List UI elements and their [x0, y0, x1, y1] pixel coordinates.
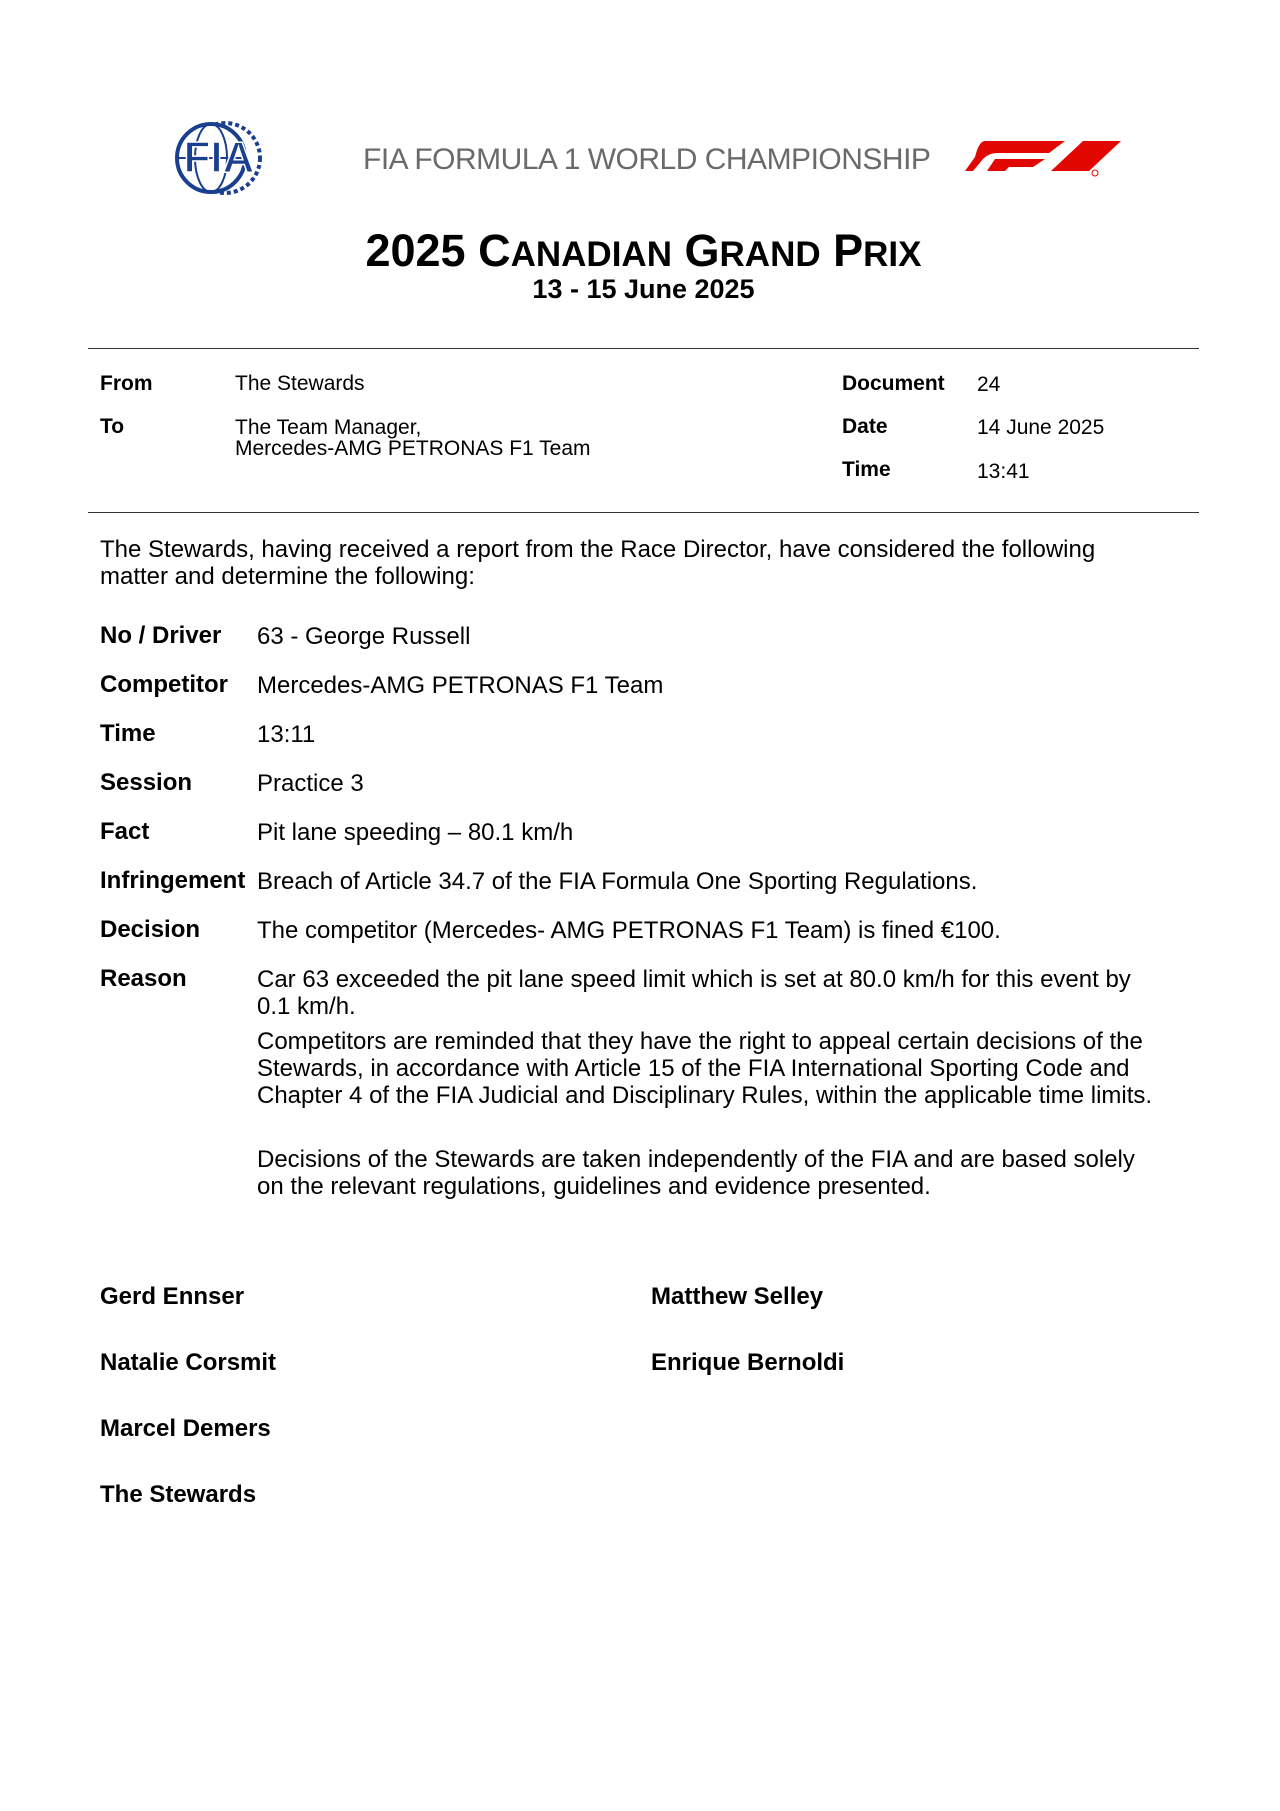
field-value-infringement: Breach of Article 34.7 of the FIA Formula One Sporting Regulations. — [257, 868, 978, 895]
field-value-decision: The competitor (Mercedes- AMG PETRONAS F1 Team) is fined €100. — [257, 917, 1001, 944]
field-value-reason: Car 63 exceeded the pit lane speed limit which is set at 80.0 km/h for this event by 0.1 km/h. — [257, 966, 1131, 1020]
fia-logo — [163, 120, 273, 196]
field-value-competitor: Mercedes-AMG PETRONAS F1 Team — [257, 672, 664, 699]
event-title: 2025 CANADIAN GRAND PRIX — [365, 225, 922, 276]
divider-top — [88, 348, 1199, 349]
intro-paragraph: The Stewards, having received a report from the Race Director, have considered the following matter and determine the following: — [100, 536, 1096, 590]
championship-title: FIA FORMULA 1 WORLD CHAMPIONSHIP — [363, 143, 931, 176]
field-label-competitor: Competitor — [100, 671, 228, 698]
to-value: The Team Manager, Mercedes-AMG PETRONAS F1 Team — [235, 416, 591, 460]
time-value: 13:41 — [977, 460, 1030, 483]
divider-bottom — [88, 512, 1199, 513]
appeal-notice: Competitors are reminded that they have the right to appeal certain decisions of the Stewards, in accordance with Article 15 of the FIA International Sporting Code and Chapter 4 of the FIA Judicial and Disciplinary Rules, within the applicable time limits. — [257, 1028, 1153, 1109]
field-label-session: Session — [100, 769, 193, 796]
field-label-driver: No / Driver — [100, 622, 222, 649]
document-label: Document — [842, 372, 945, 395]
field-label-reason: Reason — [100, 965, 187, 992]
signatory-name: Natalie Corsmit — [100, 1349, 277, 1376]
field-label-infringement: Infringement — [100, 867, 246, 894]
field-value-session: Practice 3 — [257, 770, 364, 797]
event-dates: 13 - 15 June 2025 — [532, 274, 755, 304]
field-label-decision: Decision — [100, 916, 201, 943]
signatory-name: Gerd Ennser — [100, 1283, 245, 1310]
from-label: From — [100, 372, 153, 395]
field-label-time: Time — [100, 720, 156, 747]
field-value-time: 13:11 — [257, 721, 316, 748]
document-value: 24 — [977, 373, 1001, 396]
to-label: To — [100, 415, 125, 438]
svg-text:FIA: FIA — [183, 133, 255, 182]
signatory-stewards: The Stewards — [100, 1481, 257, 1508]
field-label-fact: Fact — [100, 818, 150, 845]
signatory-name: Enrique Bernoldi — [651, 1349, 845, 1376]
independence-notice: Decisions of the Stewards are taken independently of the FIA and are based solely on the relevant regulations, guidelines and evidence presented. — [257, 1146, 1135, 1200]
date-label: Date — [842, 415, 888, 438]
time-label: Time — [842, 458, 891, 481]
signatory-name: Marcel Demers — [100, 1415, 271, 1442]
signatory-name: Matthew Selley — [651, 1283, 824, 1310]
date-value: 14 June 2025 — [977, 416, 1105, 439]
from-value: The Stewards — [235, 372, 365, 395]
f1-logo — [965, 137, 1123, 179]
field-value-fact: Pit lane speeding – 80.1 km/h — [257, 819, 574, 846]
field-value-driver: 63 - George Russell — [257, 623, 471, 650]
